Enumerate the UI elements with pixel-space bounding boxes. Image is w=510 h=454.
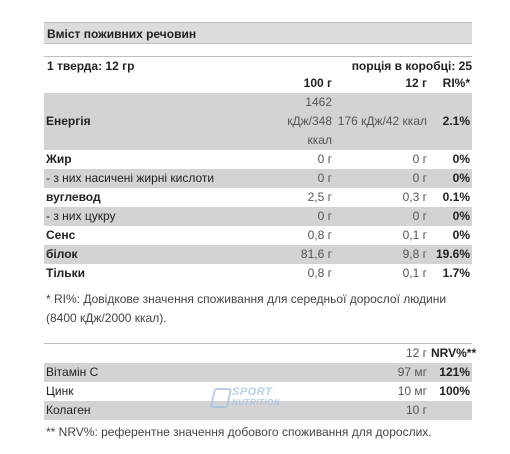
table-row <box>44 264 472 283</box>
table-row <box>44 245 472 264</box>
nutrient-name: вуглевод <box>46 190 101 204</box>
nutrient-per100: 0,8 г <box>307 266 332 280</box>
vitamin-header-nrv: NRV%** <box>431 346 477 360</box>
nutrient-name: - з них насичені жирні кислоти <box>44 169 234 188</box>
table-row <box>44 150 472 169</box>
nutrient-name: Енергія <box>44 93 234 150</box>
nutrient-per12: 0 г <box>334 169 429 188</box>
table-row <box>44 363 472 382</box>
nutrient-name: Тільки <box>46 266 86 280</box>
watermark-text-sport: SPORT <box>232 386 273 398</box>
nutrient-ri: 0% <box>452 228 470 242</box>
nutrient-ri: 19.6% <box>429 245 472 264</box>
nutrient-per100: 2,5 г <box>307 190 332 204</box>
nutrient-per12: 0,1 г <box>402 228 427 242</box>
header-per12: 12 г <box>405 76 427 90</box>
nutrition-header-row <box>44 74 472 93</box>
table-row <box>44 169 472 188</box>
header-per100: 100 г <box>303 76 332 90</box>
watermark-icon <box>210 388 232 408</box>
nutrient-name: Сенс <box>46 228 76 242</box>
nutrient-name: Жир <box>46 152 72 166</box>
nutrient-per12: 9,8 г <box>334 245 429 264</box>
table-row <box>44 226 472 245</box>
nutrient-per100: 0,8 г <box>307 228 332 242</box>
nutrient-name: - з них цукру <box>44 207 234 226</box>
ri-footnote: * RI%: Довідкове значення споживання для середньої дорослої людини (8400 кДж/2000 ккал). <box>46 292 447 325</box>
nutrient-per12: 0,1 г <box>402 266 427 280</box>
nutrient-per12: 0 г <box>412 152 427 166</box>
table-row <box>44 93 472 150</box>
nutrition-table <box>44 74 472 283</box>
header-ri: RI%* <box>442 76 470 90</box>
vitamin-per12: 10 г <box>334 401 429 420</box>
vitamin-per12: 97 мг <box>334 363 429 382</box>
nutrient-per100: 1462 кДж/348 ккал <box>234 93 334 150</box>
nutrient-per100: 0 г <box>234 207 334 226</box>
nutrient-per12: 176 кДж/42 ккал <box>334 93 429 150</box>
nrv-footnote: ** NRV%: референтне значення добового споживання для дорослих. <box>46 425 432 439</box>
vitamin-header-per12: 12 г <box>405 346 427 360</box>
serving-info <box>44 56 472 74</box>
vitamin-nrv <box>429 401 472 420</box>
panel-title: Вміст поживних речовин <box>44 22 472 44</box>
nutrient-ri: 1.7% <box>442 266 470 280</box>
nutrient-per100: 81,6 г <box>234 245 334 264</box>
vitamin-nrv: 100% <box>439 384 470 398</box>
nutrient-ri: 0% <box>429 207 472 226</box>
nutrient-per100: 0 г <box>234 169 334 188</box>
table-row <box>44 207 472 226</box>
vitamin-name: Колаген <box>44 401 334 420</box>
nutrient-name: білок <box>44 245 234 264</box>
nutrient-per100: 0 г <box>317 152 332 166</box>
nutrient-ri: 0% <box>452 152 470 166</box>
nutrient-ri: 2.1% <box>429 93 472 150</box>
serving-size: 1 тверда: 12 гр <box>47 59 135 73</box>
watermark-logo <box>212 386 304 410</box>
watermark-text-nutrition: NUTRITION <box>232 398 281 407</box>
servings-per-box: порція в коробці: 25 <box>351 59 472 73</box>
vitamin-name: Цинк <box>46 384 74 398</box>
nutrient-ri: 0% <box>429 169 472 188</box>
vitamin-nrv: 121% <box>429 363 472 382</box>
vitamin-per12: 10 мг <box>397 384 427 398</box>
table-row <box>44 188 472 207</box>
vitamin-name: Вітамін С <box>44 363 334 382</box>
nutrient-per12: 0 г <box>334 207 429 226</box>
nutrient-per12: 0,3 г <box>402 190 427 204</box>
vitamin-header-row <box>44 344 472 364</box>
nutrient-ri: 0.1% <box>442 190 470 204</box>
